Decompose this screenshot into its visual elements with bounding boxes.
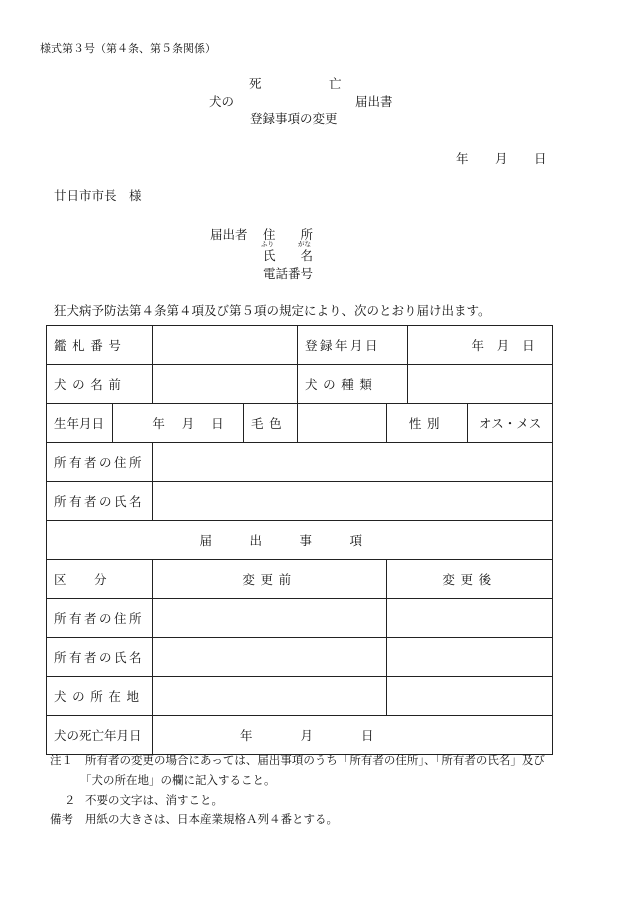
note1-text-a: 所有者の変更の場合にあっては、届出事項のうち「所有者の住所」、「所有者の氏名」及び [85, 753, 545, 767]
owner-name-label: 所有者の氏名 [47, 482, 153, 521]
title-option-loss: 亡 [329, 76, 342, 91]
date-year: 年 [456, 151, 469, 166]
title-suffix: 届出書 [355, 94, 393, 109]
dog-name-field[interactable] [153, 365, 298, 404]
dog-breed-field[interactable] [408, 365, 553, 404]
dog-location-before-field[interactable] [153, 677, 387, 716]
birth-year: 年 [152, 416, 165, 431]
reg-year: 年 [471, 338, 484, 353]
date-month: 月 [495, 151, 508, 166]
death-day: 日 [361, 728, 374, 743]
tag-number-label: 鑑札番号 [47, 326, 153, 365]
row-death-date [47, 716, 553, 755]
row-birth [47, 404, 553, 443]
row-dog-name [47, 365, 553, 404]
sex-label: 性別 [387, 404, 468, 443]
coat-color-label: 毛色 [244, 404, 298, 443]
applicant-address-label: 住 所 [263, 227, 314, 242]
owner-name-after-field[interactable] [387, 638, 553, 677]
date-day: 日 [534, 151, 547, 166]
title-option-change: 登録事項の変更 [250, 111, 338, 126]
birth-date-label: 生年月日 [47, 404, 113, 443]
reg-month: 月 [496, 338, 510, 353]
remarks-label: 備考 [50, 812, 73, 826]
birth-day: 日 [211, 416, 224, 431]
remarks-text: 用紙の大きさは、日本産業規格Ａ列４番とする。 [85, 812, 338, 826]
applicant-name-label: 氏 名 [263, 248, 314, 263]
applicant-label: 届出者 [210, 227, 248, 242]
note1-text-b: 「犬の所在地」の欄に記入すること。 [80, 773, 276, 787]
row-owner-name [47, 482, 553, 521]
furigana-2: がな [298, 240, 311, 248]
row-tag-number [47, 326, 553, 365]
row-change-owner-address [47, 599, 553, 638]
dog-location-after-field[interactable] [387, 677, 553, 716]
title-prefix: 犬の [209, 94, 235, 109]
row-change-header [47, 560, 553, 599]
birth-date-field[interactable] [113, 404, 244, 443]
death-year: 年 [240, 728, 253, 743]
furigana-1: ふり [261, 240, 274, 248]
sex-options[interactable]: オス・メス [468, 404, 553, 443]
owner-address-before-field[interactable] [153, 599, 387, 638]
death-date-label: 犬の死亡年月日 [47, 716, 153, 755]
tag-number-field[interactable] [153, 326, 298, 365]
dog-breed-label: 犬の種類 [298, 365, 408, 404]
change-owner-name-label: 所有者の氏名 [47, 638, 153, 677]
row-owner-address [47, 443, 553, 482]
death-date-field[interactable] [153, 716, 553, 755]
before-change-label: 変更前 [153, 560, 387, 599]
birth-month: 月 [181, 416, 195, 431]
registration-table [46, 325, 553, 755]
death-month: 月 [300, 728, 314, 743]
category-label: 区分 [47, 560, 153, 599]
change-owner-address-label: 所有者の住所 [47, 599, 153, 638]
owner-address-label: 所有者の住所 [47, 443, 153, 482]
row-notification-items [47, 521, 553, 560]
registration-date-field[interactable] [408, 326, 553, 365]
note2-label: ２ [64, 793, 76, 807]
form-number: 様式第３号（第４条、第５条関係） [40, 42, 216, 55]
coat-color-field[interactable] [298, 404, 387, 443]
statement: 狂犬病予防法第４条第４項及び第５項の規定により、次のとおり届け出ます。 [54, 303, 491, 318]
owner-address-field[interactable] [153, 443, 553, 482]
title-option-death: 死 [249, 76, 262, 91]
notification-items-header: 届出事項 [47, 521, 553, 560]
dog-location-label: 犬の所在地 [47, 677, 153, 716]
registration-date-label: 登録年月日 [298, 326, 408, 365]
note1-label: 注１ [50, 753, 73, 767]
owner-name-before-field[interactable] [153, 638, 387, 677]
owner-address-after-field[interactable] [387, 599, 553, 638]
addressee: 廿日市市長 様 [54, 188, 142, 203]
row-change-owner-name [47, 638, 553, 677]
reg-day: 日 [522, 338, 535, 353]
dog-name-label: 犬の名前 [47, 365, 153, 404]
applicant-phone-label: 電話番号 [263, 266, 314, 281]
after-change-label: 変更後 [387, 560, 553, 599]
note2-text: 不要の文字は、消すこと。 [85, 793, 223, 807]
owner-name-field[interactable] [153, 482, 553, 521]
row-dog-location [47, 677, 553, 716]
